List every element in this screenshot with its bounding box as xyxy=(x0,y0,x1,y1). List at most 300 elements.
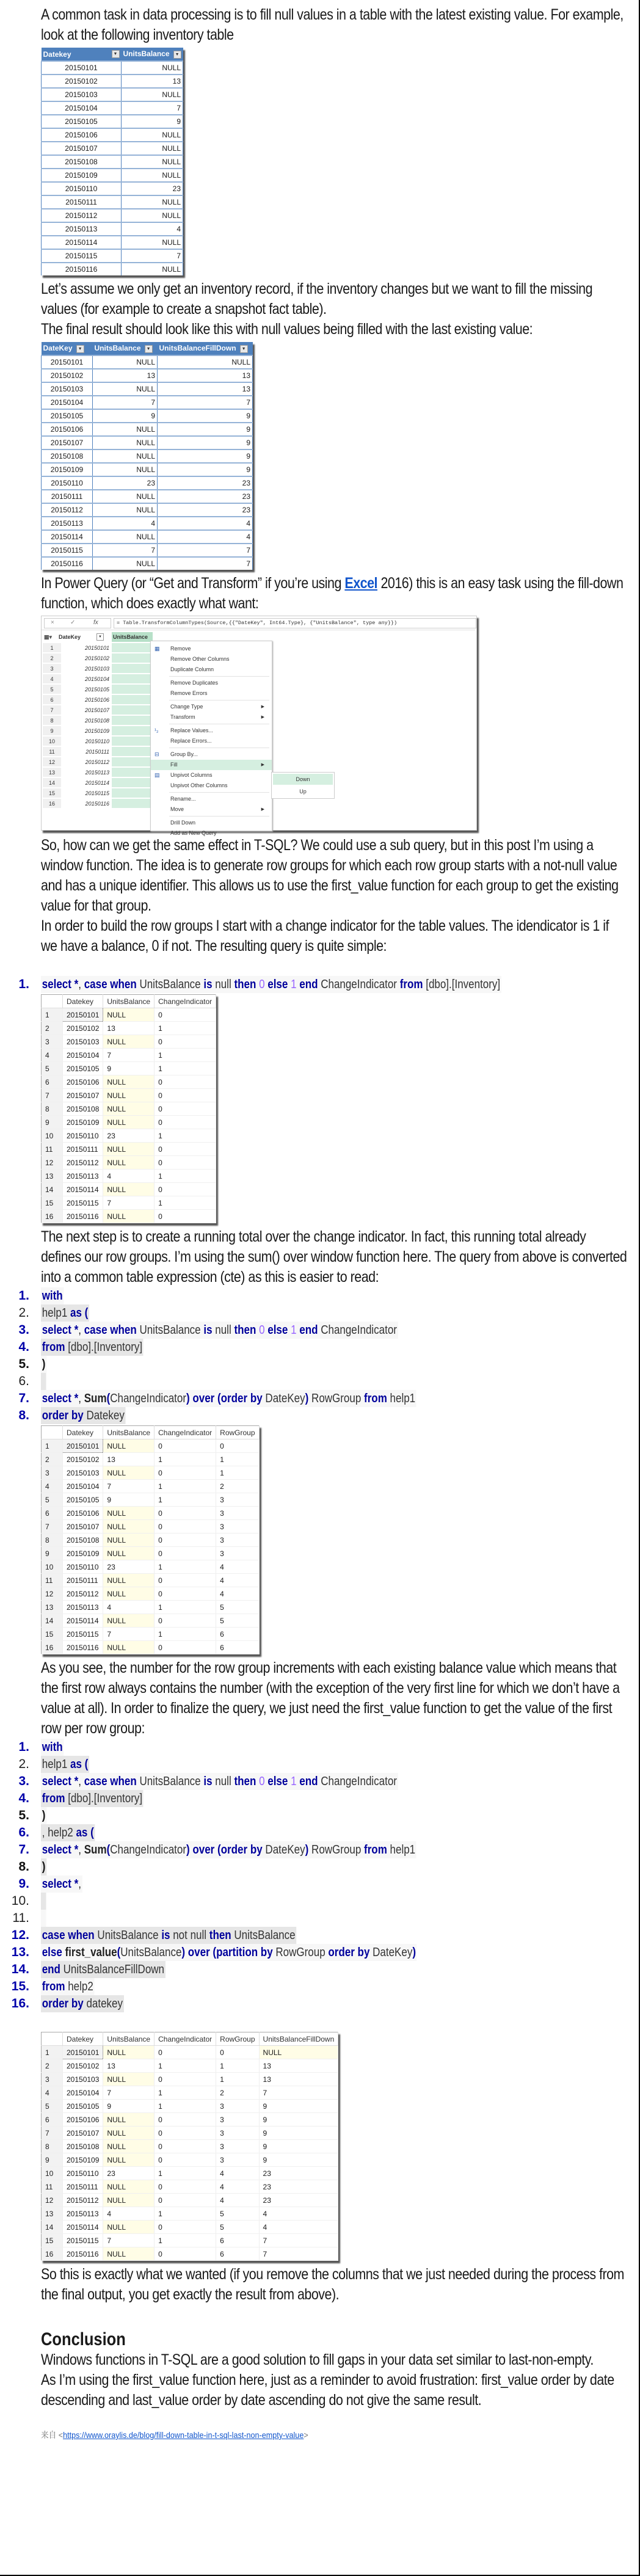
datekey-cell[interactable]: 20150106 xyxy=(42,423,93,436)
grid-cell[interactable]: 0 xyxy=(155,1574,216,1587)
grid-cell[interactable]: 0 xyxy=(155,1439,216,1453)
grid-column-header[interactable] xyxy=(42,995,63,1008)
grid-column-header[interactable]: RowGroup xyxy=(216,2032,259,2046)
unitsbalance-cell[interactable]: NULL xyxy=(122,128,183,142)
grid-cell[interactable]: 7 xyxy=(103,1049,155,1062)
grid-cell[interactable]: 5 xyxy=(216,1614,259,1628)
grid-cell[interactable]: 1 xyxy=(155,1170,216,1183)
datekey-cell[interactable]: 20150101 xyxy=(42,355,93,369)
grid-cell[interactable]: NULL xyxy=(103,2113,155,2127)
menu-item-fill[interactable]: Fill ▶ xyxy=(151,760,272,770)
filldown-cell[interactable]: 23 xyxy=(158,503,253,517)
unitsbalance-cell[interactable]: NULL xyxy=(122,209,183,222)
grid-column-header[interactable]: ChangeIndicator xyxy=(155,2032,216,2046)
grid-cell[interactable]: 20150112 xyxy=(63,1156,103,1170)
grid-column-header[interactable]: Datekey xyxy=(63,995,103,1008)
grid-cell[interactable]: 20150111 xyxy=(63,1143,103,1156)
grid-cell[interactable]: 20150108 xyxy=(63,2140,103,2153)
unitsbalance-cell[interactable]: NULL xyxy=(122,155,183,169)
unitsbalance-cell[interactable]: 7 xyxy=(122,101,183,115)
unitsbalance-cell[interactable] xyxy=(112,685,151,694)
grid-cell[interactable]: 3 xyxy=(216,2127,259,2140)
grid-cell[interactable]: 0 xyxy=(155,2046,216,2059)
column-header-unitsbalance[interactable]: UnitsBalance xyxy=(112,632,153,642)
grid-cell[interactable]: 20150111 xyxy=(63,2180,103,2194)
grid-cell[interactable]: NULL xyxy=(103,1102,155,1116)
grid-cell[interactable]: NULL xyxy=(103,1210,155,1223)
grid-cell[interactable]: NULL xyxy=(103,1507,155,1520)
grid-cell[interactable]: 0 xyxy=(155,2153,216,2167)
filter-dropdown-icon[interactable]: ▼ xyxy=(96,633,104,641)
grid-cell[interactable]: 1 xyxy=(216,1453,259,1466)
grid-cell[interactable]: 6 xyxy=(216,1628,259,1641)
unitsbalance-cell[interactable]: 7 xyxy=(93,544,158,557)
grid-cell[interactable]: 20150103 xyxy=(63,2073,103,2086)
grid-cell[interactable]: 13 xyxy=(103,2059,155,2073)
grid-cell[interactable]: 1 xyxy=(155,1628,216,1641)
grid-cell[interactable]: NULL xyxy=(103,1143,155,1156)
grid-cell[interactable]: 20150115 xyxy=(63,1196,103,1210)
grid-column-header[interactable]: UnitsBalance xyxy=(103,2032,155,2046)
grid-cell[interactable]: NULL xyxy=(103,1089,155,1102)
grid-cell[interactable]: NULL xyxy=(103,1035,155,1049)
grid-cell[interactable]: NULL xyxy=(103,2221,155,2234)
grid-cell[interactable]: 3 xyxy=(216,1493,259,1507)
datekey-cell[interactable]: 20150106 xyxy=(42,128,122,142)
menu-item-unpivot-other-columns[interactable]: Unpivot Other Columns xyxy=(170,782,228,788)
grid-cell[interactable]: 0 xyxy=(155,2073,216,2086)
unitsbalance-cell[interactable]: NULL xyxy=(122,142,183,155)
grid-cell[interactable]: 23 xyxy=(103,2167,155,2180)
filldown-cell[interactable]: 23 xyxy=(158,476,253,490)
grid-cell[interactable]: 6 xyxy=(216,1641,259,1654)
grid-cell[interactable]: 1 xyxy=(155,1049,216,1062)
unitsbalance-cell[interactable] xyxy=(112,695,151,704)
datekey-cell[interactable]: 20150114 xyxy=(85,780,109,786)
fx-icon[interactable]: fx xyxy=(93,619,98,626)
grid-cell[interactable]: 4 xyxy=(216,2194,259,2207)
grid-cell[interactable]: 0 xyxy=(155,2113,216,2127)
grid-cell[interactable]: 9 xyxy=(103,2100,155,2113)
grid-cell[interactable]: 0 xyxy=(155,1143,216,1156)
grid-column-header[interactable]: UnitsBalance xyxy=(103,995,155,1008)
unitsbalance-cell[interactable]: NULL xyxy=(93,463,158,476)
unitsbalance-cell[interactable] xyxy=(112,768,151,777)
unitsbalance-cell[interactable]: NULL xyxy=(93,355,158,369)
grid-cell[interactable]: 20150103 xyxy=(63,1466,103,1480)
menu-item-remove-errors[interactable]: Remove Errors xyxy=(170,690,208,696)
datekey-cell[interactable]: 20150113 xyxy=(42,517,93,530)
datekey-cell[interactable]: 20150106 xyxy=(84,697,109,703)
grid-cell[interactable]: 23 xyxy=(103,1129,155,1143)
grid-cell[interactable]: 20150114 xyxy=(63,1614,103,1628)
unitsbalance-cell[interactable]: NULL xyxy=(122,263,183,275)
grid-cell[interactable]: 9 xyxy=(259,2100,338,2113)
grid-cell[interactable]: 20150105 xyxy=(63,1493,103,1507)
grid-cell[interactable]: 20150112 xyxy=(63,2194,103,2207)
unitsbalance-cell[interactable]: 4 xyxy=(122,222,183,236)
grid-column-header[interactable] xyxy=(42,1426,63,1439)
datekey-cell[interactable]: 20150108 xyxy=(84,718,109,724)
datekey-cell[interactable]: 20150105 xyxy=(42,409,93,423)
grid-cell[interactable]: 1 xyxy=(155,1022,216,1035)
grid-cell[interactable]: 3 xyxy=(216,2100,259,2113)
datekey-cell[interactable]: 20150114 xyxy=(42,236,122,249)
grid-cell[interactable]: 23 xyxy=(259,2180,338,2194)
grid-cell[interactable]: 20150105 xyxy=(63,1062,103,1075)
menu-item-change-type[interactable]: Change Type ▶ xyxy=(151,702,272,712)
grid-column-header[interactable]: ChangeIndicator xyxy=(155,995,216,1008)
grid-cell[interactable]: 5 xyxy=(216,2221,259,2234)
grid-cell[interactable]: 20150113 xyxy=(63,1601,103,1614)
unitsbalance-cell[interactable]: 9 xyxy=(93,409,158,423)
grid-cell[interactable]: NULL xyxy=(103,1439,155,1453)
datekey-cell[interactable]: 20150116 xyxy=(42,263,122,275)
grid-cell[interactable]: 0 xyxy=(155,1035,216,1049)
unitsbalance-cell[interactable] xyxy=(112,664,151,673)
datekey-cell[interactable]: 20150110 xyxy=(42,476,93,490)
datekey-cell[interactable]: 20150101 xyxy=(84,645,109,651)
unitsbalance-cell[interactable] xyxy=(112,705,151,715)
unitsbalance-cell[interactable]: 4 xyxy=(93,517,158,530)
grid-cell[interactable]: 13 xyxy=(259,2059,338,2073)
grid-cell[interactable]: 7 xyxy=(259,2234,338,2247)
unitsbalance-cell[interactable] xyxy=(112,716,151,725)
grid-cell[interactable]: 1 xyxy=(155,1493,216,1507)
datekey-cell[interactable]: 20150107 xyxy=(42,142,122,155)
grid-cell[interactable]: 1 xyxy=(216,2059,259,2073)
grid-cell[interactable]: 1 xyxy=(155,1062,216,1075)
unitsbalance-cell[interactable]: NULL xyxy=(122,88,183,101)
grid-cell[interactable]: 4 xyxy=(216,1574,259,1587)
unitsbalance-cell[interactable]: NULL xyxy=(93,423,158,436)
unitsbalance-cell[interactable]: NULL xyxy=(122,61,183,75)
unitsbalance-cell[interactable]: NULL xyxy=(93,436,158,449)
grid-cell[interactable]: 0 xyxy=(155,2180,216,2194)
grid-cell[interactable]: 1 xyxy=(155,2086,216,2100)
filldown-cell[interactable]: 9 xyxy=(158,436,253,449)
grid-cell[interactable]: 0 xyxy=(155,1102,216,1116)
unitsbalance-cell[interactable] xyxy=(112,726,151,735)
grid-cell[interactable]: NULL xyxy=(103,2153,155,2167)
unitsbalance-cell[interactable]: 13 xyxy=(122,75,183,88)
grid-cell[interactable]: NULL xyxy=(103,1008,155,1022)
datekey-cell[interactable]: 20150105 xyxy=(42,115,122,128)
grid-cell[interactable]: 0 xyxy=(155,1587,216,1601)
grid-cell[interactable]: 13 xyxy=(103,1453,155,1466)
unitsbalance-cell[interactable]: NULL xyxy=(122,195,183,209)
datekey-cell[interactable]: 20150107 xyxy=(84,707,109,713)
grid-column-header[interactable]: UnitsBalanceFillDown xyxy=(259,2032,338,2046)
grid-cell[interactable]: 7 xyxy=(259,2247,338,2261)
grid-cell[interactable]: 20150115 xyxy=(63,2234,103,2247)
grid-cell[interactable]: 0 xyxy=(155,2221,216,2234)
grid-cell[interactable]: 1 xyxy=(155,2059,216,2073)
grid-cell[interactable]: 20150102 xyxy=(63,2059,103,2073)
grid-cell[interactable]: 20150109 xyxy=(63,2153,103,2167)
grid-cell[interactable]: 1 xyxy=(155,1480,216,1493)
unitsbalance-cell[interactable] xyxy=(112,653,151,663)
table-menu-icon[interactable]: ▦▾ xyxy=(44,634,53,640)
grid-cell[interactable]: NULL xyxy=(103,1534,155,1547)
grid-cell[interactable]: 0 xyxy=(155,2247,216,2261)
grid-column-header[interactable]: Datekey xyxy=(63,1426,103,1439)
grid-cell[interactable]: 20150106 xyxy=(63,1507,103,1520)
grid-cell[interactable]: 3 xyxy=(216,2153,259,2167)
grid-cell[interactable]: 6 xyxy=(216,2247,259,2261)
grid-cell[interactable]: 0 xyxy=(155,1156,216,1170)
datekey-cell[interactable]: 20150108 xyxy=(42,155,122,169)
grid-cell[interactable]: 3 xyxy=(216,1520,259,1534)
grid-cell[interactable]: 20150113 xyxy=(63,2207,103,2221)
grid-cell[interactable]: 20150110 xyxy=(63,1129,103,1143)
datekey-cell[interactable]: 20150110 xyxy=(42,182,122,195)
grid-cell[interactable]: 0 xyxy=(155,1116,216,1129)
grid-cell[interactable]: 4 xyxy=(216,1587,259,1601)
grid-cell[interactable]: 20150115 xyxy=(63,1628,103,1641)
datekey-cell[interactable]: 20150111 xyxy=(42,490,93,503)
menu-item-move[interactable]: Move ▶ xyxy=(151,804,272,815)
grid-cell[interactable]: 1 xyxy=(155,2234,216,2247)
grid-cell[interactable]: NULL xyxy=(103,1116,155,1129)
datekey-cell[interactable]: 20150111 xyxy=(85,749,109,755)
filldown-cell[interactable]: 9 xyxy=(158,409,253,423)
grid-cell[interactable]: 0 xyxy=(155,1089,216,1102)
grid-cell[interactable]: 1 xyxy=(155,2100,216,2113)
datekey-cell[interactable]: 20150107 xyxy=(42,436,93,449)
grid-cell[interactable]: 4 xyxy=(103,2207,155,2221)
filldown-cell[interactable]: 23 xyxy=(158,490,253,503)
grid-cell[interactable]: 20150107 xyxy=(63,2127,103,2140)
grid-cell[interactable]: 20150101 xyxy=(63,2046,103,2059)
grid-cell[interactable]: NULL xyxy=(103,1547,155,1560)
grid-cell[interactable]: 7 xyxy=(103,1196,155,1210)
grid-cell[interactable]: 1 xyxy=(216,1466,259,1480)
grid-cell[interactable]: 0 xyxy=(155,1008,216,1022)
datekey-cell[interactable]: 20150110 xyxy=(85,738,109,744)
grid-cell[interactable]: NULL xyxy=(103,1574,155,1587)
grid-cell[interactable]: 3 xyxy=(216,2140,259,2153)
grid-cell[interactable]: NULL xyxy=(103,2247,155,2261)
grid-cell[interactable]: 13 xyxy=(103,1022,155,1035)
grid-cell[interactable]: 20150108 xyxy=(63,1534,103,1547)
grid-cell[interactable]: 0 xyxy=(216,2046,259,2059)
unitsbalance-cell[interactable]: NULL xyxy=(93,530,158,544)
grid-cell[interactable]: 3 xyxy=(216,1507,259,1520)
grid-cell[interactable]: 20150107 xyxy=(63,1520,103,1534)
grid-cell[interactable]: NULL xyxy=(103,1641,155,1654)
grid-cell[interactable]: 7 xyxy=(103,2086,155,2100)
filldown-cell[interactable]: NULL xyxy=(158,355,253,369)
grid-cell[interactable]: 4 xyxy=(216,2167,259,2180)
grid-column-header[interactable]: RowGroup xyxy=(216,1426,259,1439)
datekey-cell[interactable]: 20150104 xyxy=(42,396,93,409)
grid-cell[interactable]: 1 xyxy=(216,2073,259,2086)
unitsbalance-cell[interactable] xyxy=(112,799,151,808)
datekey-cell[interactable]: 20150109 xyxy=(42,463,93,476)
filldown-cell[interactable]: 13 xyxy=(158,382,253,396)
grid-cell[interactable]: NULL xyxy=(103,1183,155,1196)
datekey-cell[interactable]: 20150112 xyxy=(42,503,93,517)
filter-dropdown-icon[interactable]: ▼ xyxy=(145,345,153,353)
grid-cell[interactable]: 23 xyxy=(259,2194,338,2207)
header-unitsbalance[interactable]: UnitsBalance ▼ xyxy=(122,48,183,61)
datekey-cell[interactable]: 20150115 xyxy=(85,790,109,796)
unitsbalance-cell[interactable]: 13 xyxy=(93,369,158,382)
grid-cell[interactable]: 9 xyxy=(259,2140,338,2153)
filldown-cell[interactable]: 9 xyxy=(158,423,253,436)
filldown-cell[interactable]: 4 xyxy=(158,517,253,530)
datekey-cell[interactable]: 20150115 xyxy=(42,249,122,263)
header-datekey[interactable]: DateKey ▼ xyxy=(42,342,93,355)
grid-cell[interactable]: 13 xyxy=(259,2073,338,2086)
grid-cell[interactable]: 23 xyxy=(259,2167,338,2180)
grid-cell[interactable]: 6 xyxy=(216,2234,259,2247)
grid-cell[interactable]: 20150113 xyxy=(63,1170,103,1183)
grid-cell[interactable]: 4 xyxy=(103,1601,155,1614)
grid-cell[interactable]: 1 xyxy=(155,1129,216,1143)
unitsbalance-cell[interactable]: 9 xyxy=(122,115,183,128)
datekey-cell[interactable]: 20150104 xyxy=(84,676,109,682)
datekey-cell[interactable]: 20150103 xyxy=(42,88,122,101)
grid-cell[interactable]: 20150104 xyxy=(63,1049,103,1062)
grid-cell[interactable]: 2 xyxy=(216,2086,259,2100)
filldown-cell[interactable]: 9 xyxy=(158,463,253,476)
unitsbalance-cell[interactable]: 7 xyxy=(93,396,158,409)
datekey-cell[interactable]: 20150113 xyxy=(85,770,109,776)
grid-cell[interactable]: NULL xyxy=(103,1075,155,1089)
filldown-cell[interactable]: 7 xyxy=(158,396,253,409)
datekey-cell[interactable]: 20150109 xyxy=(42,169,122,182)
filter-dropdown-icon[interactable]: ▼ xyxy=(76,345,84,353)
unitsbalance-cell[interactable]: 23 xyxy=(93,476,158,490)
filldown-cell[interactable]: 4 xyxy=(158,530,253,544)
grid-column-header[interactable] xyxy=(42,2032,63,2046)
grid-cell[interactable]: 7 xyxy=(259,2086,338,2100)
datekey-cell[interactable]: 20150103 xyxy=(84,666,109,672)
menu-item-transform[interactable]: Transform ▶ xyxy=(151,712,272,722)
grid-cell[interactable]: 0 xyxy=(155,2127,216,2140)
grid-cell[interactable]: 0 xyxy=(155,1507,216,1520)
datekey-cell[interactable]: 20150102 xyxy=(42,75,122,88)
source-link[interactable]: https://www.oraylis.de/blog/fill-down-table-in-t-sql-last-non-empty-value xyxy=(63,2430,304,2440)
unitsbalance-cell[interactable]: 23 xyxy=(122,182,183,195)
grid-cell[interactable]: 20150106 xyxy=(63,2113,103,2127)
grid-cell[interactable]: 20150101 xyxy=(63,1439,103,1453)
unitsbalance-cell[interactable]: NULL xyxy=(93,382,158,396)
header-unitsbalance[interactable]: UnitsBalance ▼ xyxy=(93,342,158,355)
grid-cell[interactable]: 20150104 xyxy=(63,2086,103,2100)
menu-item-remove-duplicates[interactable]: Remove Duplicates xyxy=(170,680,219,686)
grid-cell[interactable]: 20150114 xyxy=(63,2221,103,2234)
grid-cell[interactable]: 5 xyxy=(216,1601,259,1614)
grid-cell[interactable]: NULL xyxy=(103,1156,155,1170)
grid-cell[interactable]: NULL xyxy=(103,1614,155,1628)
filldown-cell[interactable]: 7 xyxy=(158,557,253,570)
grid-cell[interactable]: NULL xyxy=(103,2140,155,2153)
grid-cell[interactable]: 9 xyxy=(103,1493,155,1507)
fill-down-menu-item[interactable]: Down xyxy=(273,774,333,785)
unitsbalance-cell[interactable] xyxy=(112,643,151,652)
grid-cell[interactable]: 20150103 xyxy=(63,1035,103,1049)
grid-cell[interactable]: NULL xyxy=(103,2194,155,2207)
grid-cell[interactable]: 0 xyxy=(216,1439,259,1453)
filldown-cell[interactable]: 9 xyxy=(158,449,253,463)
grid-cell[interactable]: 3 xyxy=(216,2113,259,2127)
unitsbalance-cell[interactable]: NULL xyxy=(93,557,158,570)
datekey-cell[interactable]: 20150102 xyxy=(84,655,109,661)
check-icon[interactable]: ✓ xyxy=(70,619,76,626)
unitsbalance-cell[interactable]: NULL xyxy=(122,169,183,182)
excel-link[interactable]: Excel xyxy=(344,575,377,592)
grid-cell[interactable]: 1 xyxy=(155,2167,216,2180)
grid-cell[interactable]: 0 xyxy=(155,1466,216,1480)
grid-cell[interactable]: 20150116 xyxy=(63,1210,103,1223)
filter-dropdown-icon[interactable]: ▼ xyxy=(240,345,248,353)
datekey-cell[interactable]: 20150101 xyxy=(42,61,122,75)
grid-cell[interactable]: 9 xyxy=(259,2153,338,2167)
grid-cell[interactable]: 7 xyxy=(103,1628,155,1641)
menu-item-drill-down[interactable]: Drill Down xyxy=(170,820,196,826)
formula-input[interactable]: = Table.TransformColumnTypes(Source,{{"DateKey", Int64.Type}, {"UnitsBalance", type any}}) xyxy=(114,618,476,628)
unitsbalance-cell[interactable]: NULL xyxy=(93,490,158,503)
grid-cell[interactable]: NULL xyxy=(103,2127,155,2140)
grid-cell[interactable]: 20150104 xyxy=(63,1480,103,1493)
grid-cell[interactable]: NULL xyxy=(103,1520,155,1534)
grid-cell[interactable]: 1 xyxy=(155,2207,216,2221)
grid-cell[interactable]: 20150107 xyxy=(63,1089,103,1102)
unitsbalance-cell[interactable] xyxy=(112,747,151,756)
grid-cell[interactable]: 0 xyxy=(155,2194,216,2207)
grid-cell[interactable]: 4 xyxy=(216,2180,259,2194)
grid-cell[interactable]: 1 xyxy=(155,1601,216,1614)
grid-cell[interactable]: 20150106 xyxy=(63,1075,103,1089)
menu-item-replace-errors[interactable]: Replace Errors... xyxy=(170,738,212,744)
grid-cell[interactable]: 20150108 xyxy=(63,1102,103,1116)
datekey-cell[interactable]: 20150102 xyxy=(42,369,93,382)
datekey-cell[interactable]: 20150112 xyxy=(42,209,122,222)
filldown-cell[interactable]: 13 xyxy=(158,369,253,382)
grid-cell[interactable]: 0 xyxy=(155,1183,216,1196)
grid-cell[interactable]: 20150116 xyxy=(63,1641,103,1654)
filter-dropdown-icon[interactable]: ▼ xyxy=(112,50,120,58)
grid-cell[interactable]: 4 xyxy=(259,2221,338,2234)
grid-cell[interactable]: 0 xyxy=(155,2140,216,2153)
menu-item-remove-other-columns[interactable]: Remove Other Columns xyxy=(170,656,230,662)
menu-item-group-by[interactable]: ⊟ Group By... xyxy=(151,749,272,760)
grid-cell[interactable]: 1 xyxy=(155,1196,216,1210)
datekey-cell[interactable]: 20150116 xyxy=(85,801,109,807)
grid-cell[interactable]: 1 xyxy=(155,1453,216,1466)
grid-cell[interactable]: 4 xyxy=(259,2207,338,2221)
grid-cell[interactable]: NULL xyxy=(259,2046,338,2059)
datekey-cell[interactable]: 20150104 xyxy=(42,101,122,115)
filldown-cell[interactable]: 7 xyxy=(158,544,253,557)
grid-cell[interactable]: 4 xyxy=(103,1170,155,1183)
grid-cell[interactable]: 3 xyxy=(216,1534,259,1547)
unitsbalance-cell[interactable] xyxy=(112,788,151,798)
unitsbalance-cell[interactable] xyxy=(112,778,151,787)
menu-item-rename[interactable]: Rename... xyxy=(170,796,196,802)
grid-cell[interactable]: 20150101 xyxy=(63,1008,103,1022)
grid-column-header[interactable]: ChangeIndicator xyxy=(155,1426,216,1439)
datekey-cell[interactable]: 20150112 xyxy=(85,759,109,765)
grid-column-header[interactable]: UnitsBalance xyxy=(103,1426,155,1439)
grid-cell[interactable]: 9 xyxy=(259,2127,338,2140)
grid-column-header[interactable]: Datekey xyxy=(63,2032,103,2046)
unitsbalance-cell[interactable]: 7 xyxy=(122,249,183,263)
grid-cell[interactable]: NULL xyxy=(103,2180,155,2194)
